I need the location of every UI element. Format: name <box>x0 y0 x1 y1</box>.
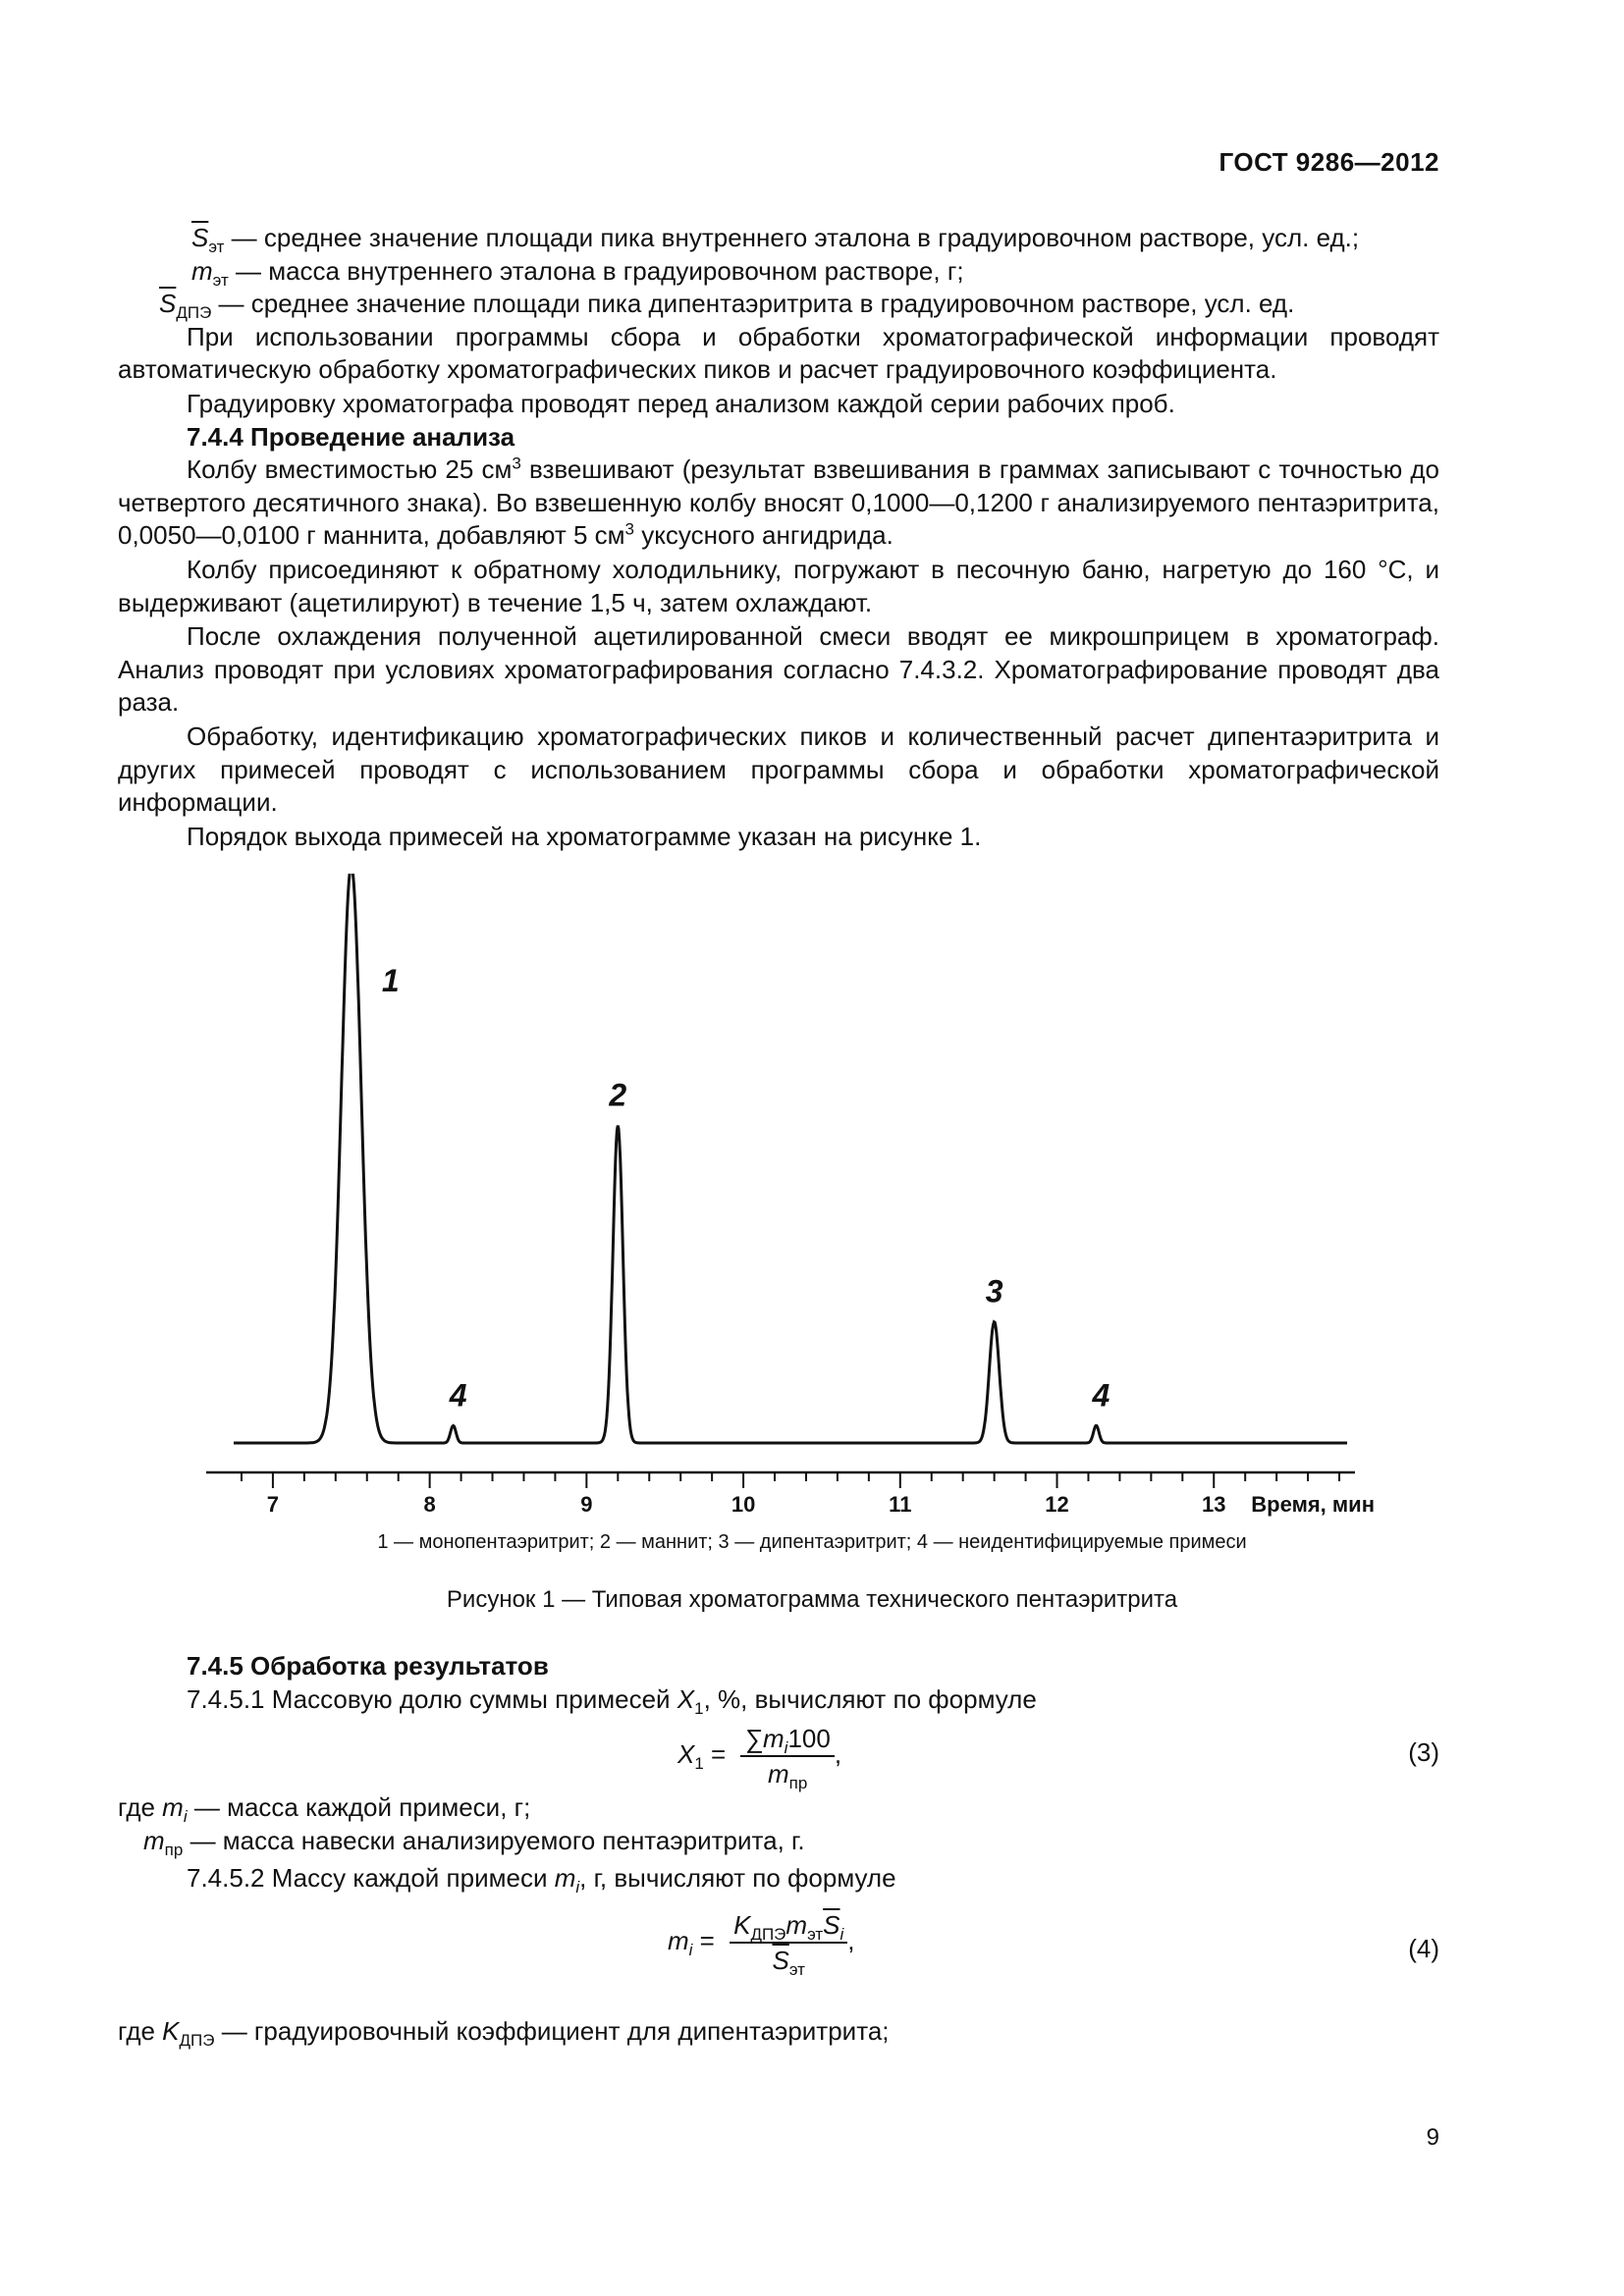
equation-number: (3) <box>1408 1737 1439 1767</box>
peak-label: 4 <box>449 1377 467 1414</box>
paragraph: При использовании программы сбора и обработки хроматографической информации проводят автоматическую обработку хроматографических пиков и расчет градуировочного коэффициента. <box>118 321 1439 385</box>
x-tick-label: 10 <box>731 1492 756 1517</box>
equation-number: (4) <box>1408 1934 1439 1963</box>
chromatogram-figure <box>147 874 1375 1522</box>
x-tick-label: 8 <box>423 1492 436 1517</box>
paragraph: Порядок выхода примесей на хроматограмме указан на рисунке 1. <box>187 821 982 851</box>
section-heading: 7.4.5 Обработка результатов <box>187 1651 549 1681</box>
section-heading: 7.4.4 Проведение анализа <box>187 421 515 452</box>
chromatogram-chart <box>147 874 1375 1522</box>
def-s-dpe: $\overline{S}_{ДПЭ}$ — среднее значение площади пика дипентаэритрита в градуировочном растворе, усл. ед. <box>159 289 1295 323</box>
body-text <box>118 222 1439 853</box>
paragraph: Колбу вместимостью 25 $см^3$ взвешивают (результат взвешивания в граммах записывают с точностью до четвертого десятичного знака). Во взвешенную колбу вносят 0,1000—0,1200 г анализируемого пентаэритрита, 0,0050—0,0100 г маннита, добавляют 5 $см^3$ уксусного ангидрида. <box>118 454 1439 551</box>
where-line: $m_{пр}$ — масса навески анализируемого пентаэритрита, г. <box>143 1826 805 1860</box>
chromatogram-trace <box>234 874 1347 1443</box>
peak-label: 3 <box>985 1273 1003 1309</box>
paragraph: После охлаждения полученной ацетилированной смеси вводят ее микрошприцем в хроматограф. Анализ проводят при условиях хроматографирования согласно 7.4.3.2. Хроматографирование проводят два раза. <box>118 621 1439 718</box>
x-tick-label: 11 <box>889 1492 912 1517</box>
def-s-et: $\overline{S}_{эт}$ — среднее значение площади пика внутреннего эталона в градуировочном растворе, усл. ед.; <box>191 223 1360 257</box>
formula-3: $X_1$ = $\frac{\sum m_i100}{m_{пр}}$ , (3) <box>677 1724 1439 1793</box>
def-m-et: $m_{эт}$ — масса внутреннего эталона в градуировочном растворе, г; <box>191 255 964 290</box>
page-header: ГОСТ 9286—2012 <box>1218 147 1439 177</box>
where-line: где $K_{ДПЭ}$ — градуировочный коэффициент для дипентаэритрита; <box>118 2016 890 2051</box>
paragraph: Обработку, идентификацию хроматографических пиков и количественный расчет дипентаэритрита и других примесей проводят с использованием программы сбора и обработки хроматографической информации. <box>118 721 1439 818</box>
paragraph: 7.4.5.2 Массу каждой примеси $m_i$, г, вычисляют по формуле <box>187 1863 896 1897</box>
x-tick-label: 13 <box>1202 1492 1226 1517</box>
results-section <box>118 1649 1439 2051</box>
x-tick-label: 9 <box>580 1492 593 1517</box>
paragraph: Колбу присоединяют к обратному холодильнику, погружают в песочную баню, нагретую до 160 °С, и выдерживают (ацетилируют) в течение 1,5 ч, затем охлаждают. <box>118 554 1439 617</box>
paragraph: Градуировку хроматографа проводят перед анализом каждой серии рабочих проб. <box>187 388 1175 418</box>
x-tick-label: 12 <box>1045 1492 1069 1517</box>
page-number: 9 <box>1426 2124 1439 2151</box>
peak-label: 1 <box>381 963 400 998</box>
figure-legend: 1 — монопентаэритрит; 2 — маннит; 3 — дипентаэритрит; 4 — неидентифицируемые примеси <box>377 1531 1247 1553</box>
x-axis-label: Время, мин <box>1251 1492 1375 1517</box>
figure-caption: Рисунок 1 — Типовая хроматограмма технического пентаэритрита <box>446 1586 1178 1613</box>
where-line: где $m_i$ — масса каждой примеси, г; <box>118 1792 531 1827</box>
peak-label: 4 <box>1092 1377 1110 1414</box>
x-tick-label: 7 <box>266 1492 280 1517</box>
peak-label: 2 <box>609 1077 627 1113</box>
formula-4: $m_i$ = $\frac{K_{ДПЭ}m_{эт}\overline{S}_i}{\overline{S}_{эт}}$ , (4) <box>668 1910 1439 1980</box>
paragraph: 7.4.5.1 Массовую долю суммы примесей $X_1$, %, вычисляют по формуле <box>187 1684 1037 1719</box>
